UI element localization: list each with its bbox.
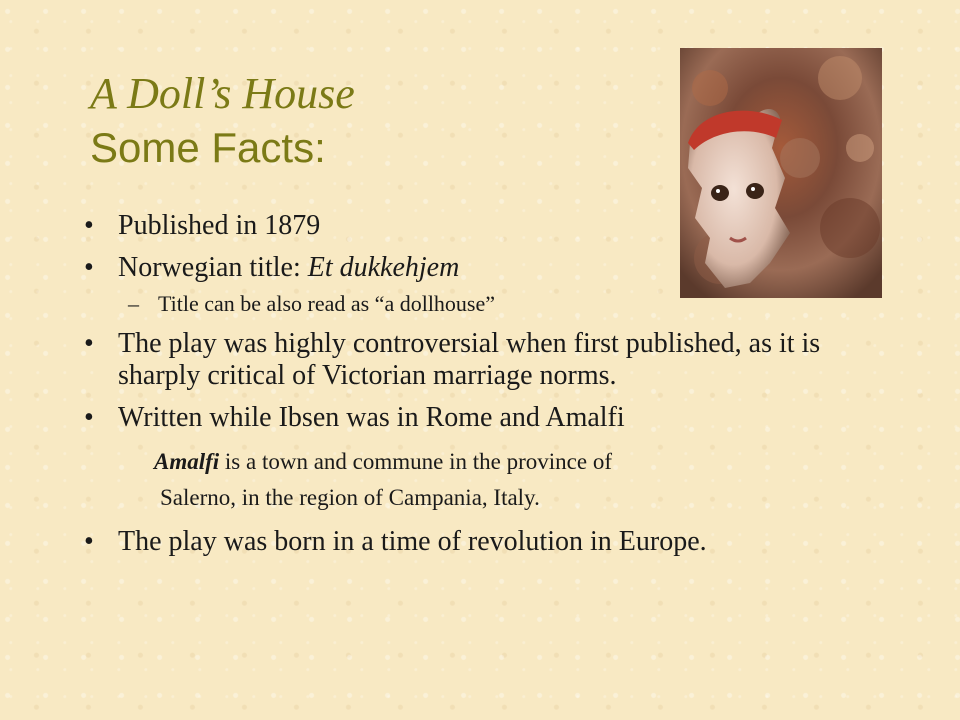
bullet-text-written: Written while Ibsen was in Rome and Amalfi <box>118 402 625 433</box>
bullet-text-published: Published in 1879 <box>118 210 321 241</box>
title-line-2: Some Facts: <box>90 124 326 171</box>
bullet-icon: • <box>84 526 94 557</box>
bullet-text-born: The play was born in a time of revolution in Europe. <box>118 526 707 557</box>
bullet-icon: • <box>84 328 94 359</box>
bullet-text-norwegian-title: Et dukkehjem <box>307 252 460 283</box>
dash-icon: – <box>128 291 139 316</box>
list-item <box>84 252 864 284</box>
bullet-text-controversial: The play was highly controversial when first published, as it is sharply critical of Victorian marriage norms. <box>118 328 821 391</box>
note-text-1: is a town and commune in the province of <box>219 449 612 474</box>
sub-list-item <box>84 290 864 318</box>
note-term: Amalfi <box>154 449 220 474</box>
note-line-1 <box>84 444 864 480</box>
list-item <box>84 402 864 434</box>
title-line-1: A Doll’s House <box>90 69 355 118</box>
note-line-2: Salerno, in the region of Campania, Italy. <box>160 485 540 510</box>
bullet-icon: • <box>84 210 94 241</box>
list-item <box>84 328 864 392</box>
bullet-icon: • <box>84 402 94 433</box>
amalfi-note <box>84 444 864 516</box>
slide-title <box>90 68 650 176</box>
list-item <box>84 210 864 242</box>
bullet-icon: • <box>84 252 94 283</box>
bullet-text-norwegian-prefix: Norwegian title: <box>118 252 308 283</box>
bullet-list <box>84 210 864 568</box>
sub-bullet-text-title-read: Title can be also read as “a dollhouse” <box>158 291 496 316</box>
list-item <box>84 526 864 558</box>
